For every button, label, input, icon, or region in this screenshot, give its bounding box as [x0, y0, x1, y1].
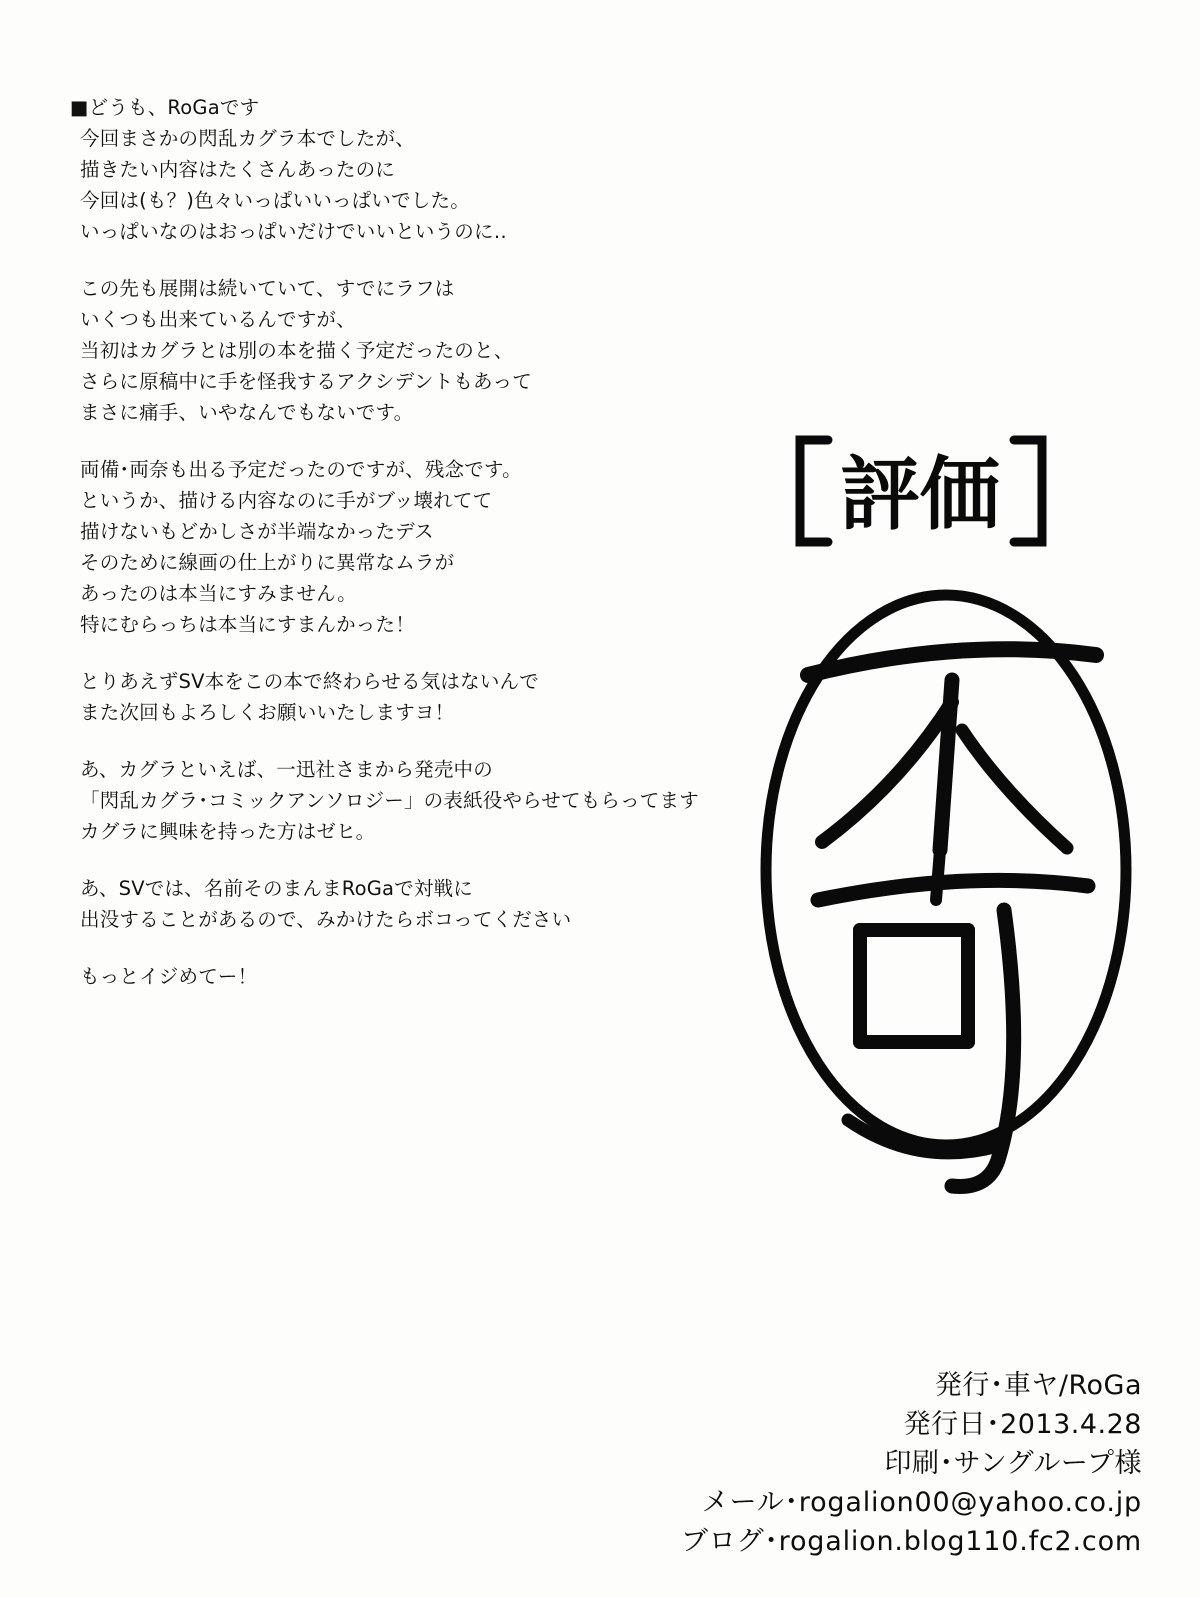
afterword-line: ■どうも、RoGaです — [70, 96, 260, 119]
afterword-text-block — [70, 92, 740, 992]
afterword-line: 両備･両奈も出る予定だったのですが、残念です。 — [80, 458, 522, 481]
colophon-publisher: 発行･車ヤ/RoGa — [934, 1370, 1142, 1401]
afterword-line: いくつも出来ているんですが、 — [80, 308, 356, 331]
afterword-paragraph — [80, 873, 740, 935]
afterword-line: カグラに興味を持った方はゼヒ。 — [80, 820, 376, 843]
afterword-line: いっぱいなのはおっぱいだけでいいというのに‥ — [80, 220, 507, 243]
hyouka-label-text: 評価 — [840, 448, 1000, 541]
afterword-line: あ、カグラといえば、一迅社さまから発売中の — [80, 758, 493, 781]
colophon-blog: ブログ･rogalion.blog110.fc2.com — [680, 1526, 1142, 1557]
hyouka-bracket-label-icon — [800, 440, 1042, 542]
afterword-line: 特にむらっちは本当にすまんかった！ — [80, 613, 415, 636]
afterword-line: 当初はカグラとは別の本を描く予定だったのと、 — [80, 339, 514, 362]
afterword-line: この先も展開は続いていて、すでにラフは — [80, 277, 455, 300]
colophon-block — [681, 1366, 1142, 1561]
afterword-line: 描きたい内容はたくさんあったのに — [80, 158, 396, 181]
afterword-line: さらに原稿中に手を怪我するアクシデントもあって — [80, 370, 532, 393]
afterword-line: 描けないもどかしさが半端なかったデス — [80, 520, 434, 543]
afterword-line: というか、描ける内容なのに手がブッ壊れてて — [80, 489, 493, 512]
afterword-paragraph — [80, 961, 740, 992]
afterword-line: 「閃乱カグラ･コミックアンソロジー」の表紙役やらせてもらってます — [80, 789, 699, 812]
afterword-paragraph — [80, 754, 740, 847]
afterword-line: もっとイジめてー！ — [80, 965, 258, 988]
colophon-date: 発行日･2013.4.28 — [903, 1409, 1142, 1440]
afterword-line: また次回もよろしくお願いいたしますヨ！ — [80, 701, 455, 724]
colophon-email: メール･rogalion00@yahoo.co.jp — [701, 1487, 1142, 1518]
evaluation-stamp-artwork — [740, 430, 1160, 1260]
kanji-fu-icon — [808, 649, 1096, 900]
afterword-line: 今回まさかの閃乱カグラ本でしたが、 — [80, 127, 415, 150]
afterword-paragraph — [80, 454, 740, 640]
colophon-printer: 印刷･サングループ様 — [884, 1448, 1142, 1479]
afterword-line: 今回は(も？)色々いっぱいいっぱいでした。 — [80, 189, 470, 212]
afterword-paragraph — [80, 666, 740, 728]
afterword-line: 出没することがあるので、みかけたらボコってください — [80, 908, 572, 931]
afterword-line: そのために線画の仕上がりに異常なムラが — [80, 551, 455, 574]
afterword-line: あ、SVでは、名前そのまんまRoGaで対戦に — [80, 877, 474, 900]
afterword-line: とりあえずSV本をこの本で終わらせる気はないんで — [80, 670, 539, 693]
afterword-paragraph — [80, 273, 740, 428]
evaluation-stamp — [740, 430, 1160, 1260]
afterword-line: あったのは本当にすみません。 — [80, 582, 357, 605]
afterword-line: まさに痛手、いやなんでもないです。 — [80, 401, 414, 424]
afterword-paragraph — [70, 92, 740, 247]
